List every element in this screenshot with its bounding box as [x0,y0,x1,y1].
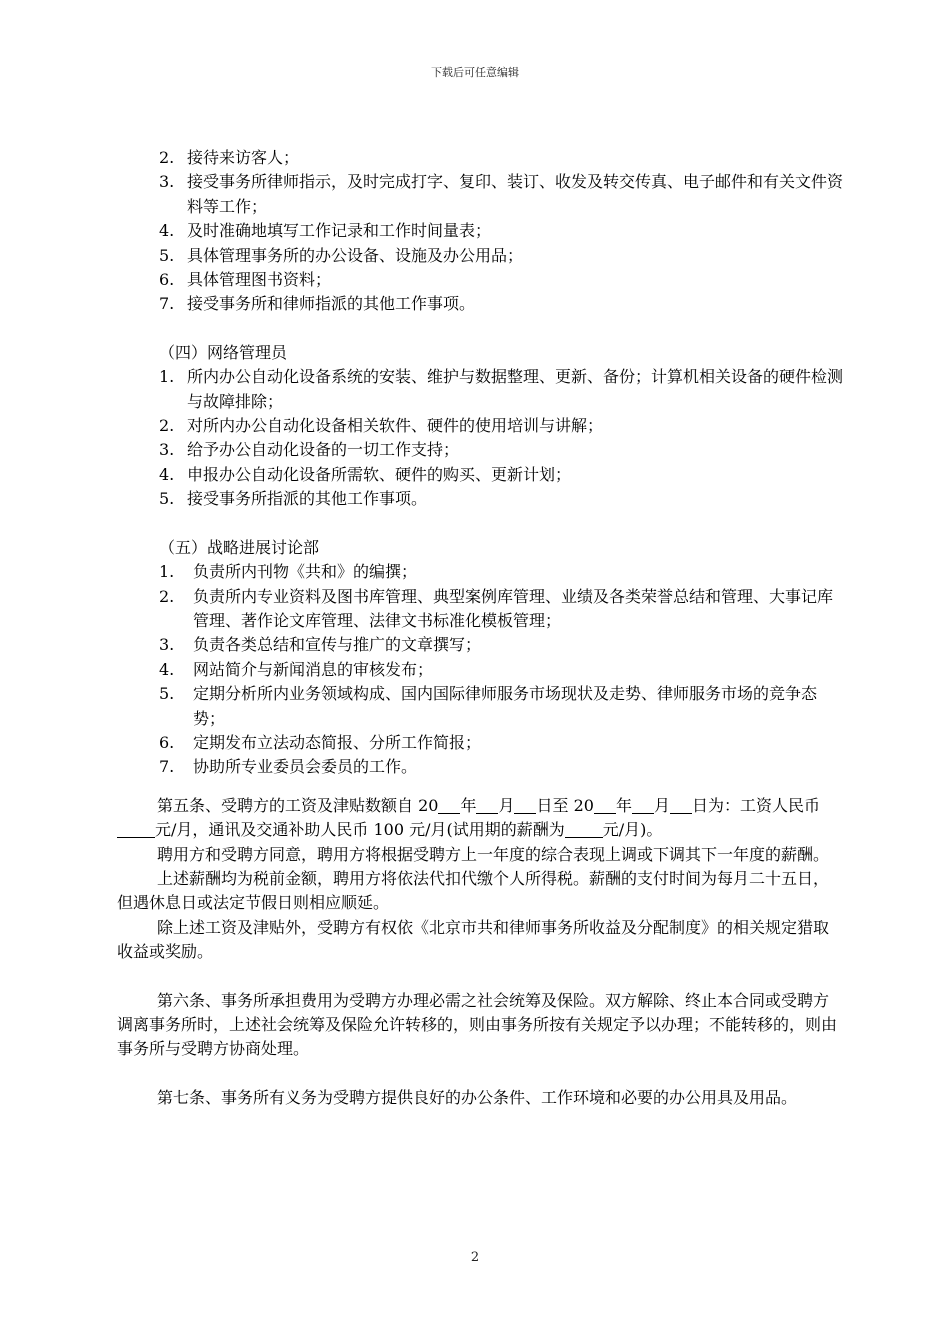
article5-paragraph3: 上述薪酬均为税前金额，聘用方将依法代扣代缴个人所得税。薪酬的支付时间为每月二十五日，但遇休息日或法定节假日则相应顺延。 [117,868,830,913]
list-item [117,244,843,268]
list-item [117,268,843,292]
list-item [117,682,843,731]
article6-paragraph: 第六条、事务所承担费用为受聘方办理必需之社会统筹及保险。双方解除、终止本合同或受聘方调离事务所时，上述社会统筹及保险允许转移的，则由事务所按有关规定予以办理；不能转移的，则由事务所与受聘方协商处理。 [117,990,838,1059]
list-item-text: 网站简介与新闻消息的审核发布； [193,659,434,679]
article5-paragraph4: 除上述工资及津贴外，受聘方有权依《北京市共和律师事务所收益及分配制度》的相关规定猎取收益或奖励。 [117,917,830,962]
article5-paragraph1: 第五条、受聘方的工资及津贴数额自 20 年 月 日至 20 年 月 日为：工资人民币元/月，通讯及交通补助人民币 100 元/月(试用期的薪酬为 元/月)。 [117,794,843,843]
section5-title: （五）战略进展讨论部 [159,537,320,557]
list-item-text: 具体管理事务所的办公设备、设施及办公用品； [187,245,524,265]
list-item-number: 3. [159,172,175,192]
list-item [117,170,843,219]
list-item-text: 定期分析所内业务领域构成、国内国际律师服务市场现状及走势、律师服务市场的竞争态势； [193,684,818,728]
list-item-text: 接待来访客人； [187,148,300,167]
list-item [117,585,843,634]
page-content [117,146,843,1110]
section5-list [117,560,843,780]
list-item-number: 1. [159,367,175,387]
list-item-number: 4. [159,221,175,241]
list-item [117,146,843,170]
list-item-number: 1. [159,562,175,582]
list-item [117,219,843,243]
list-item-text: 给予办公自动化设备的一切工作支持； [187,440,460,460]
list-item [117,414,843,438]
list-item-number: 5. [159,489,175,509]
list-item-number: 4. [159,659,175,679]
list-item-number: 6. [159,270,175,290]
list-item-number: 2. [159,586,175,606]
list-item-number: 4. [159,464,175,484]
list-item-number: 2. [159,148,175,167]
list-item-text: 申报办公自动化设备所需软、硬件的购买、更新计划； [187,464,572,484]
list-item-text: 接受事务所律师指示，及时完成打字、复印、装订、收发及转交传真、电子邮件和有关文件资料等工作； [187,172,844,216]
list-item [117,438,843,462]
page-header: 下载后可任意编辑 [431,66,519,79]
list-item [117,292,843,316]
list-item-number: 5. [159,245,175,265]
list-item-text: 所内办公自动化设备系统的安装、维护与数据整理、更新、备份；计算机相关设备的硬件检测与故障排除； [187,367,844,411]
list-item-number: 7. [159,757,175,777]
list-item [117,365,843,414]
list-item-text: 接受事务所和律师指派的其他工作事项。 [187,294,476,314]
list-item-number: 6. [159,732,175,752]
list-item-number: 2. [159,416,175,436]
list-item-number: 3. [159,635,175,655]
section4-title: （四）网络管理员 [159,342,288,362]
list-item [117,560,843,584]
list-item-text: 协助所专业委员会委员的工作。 [193,757,418,777]
section4-list [117,365,843,511]
list-item [117,633,843,657]
list-item [117,487,843,511]
list-item-number: 7. [159,294,175,314]
list-item-text: 负责所内刊物《共和》的编撰； [193,562,418,582]
list-item-text: 负责所内专业资料及图书库管理、典型案例库管理、业绩及各类荣誉总结和管理、大事记库管理、著作论文库管理、法律文书标准化模板管理； [193,586,834,630]
page-number: 2 [470,1250,480,1265]
section3-list [117,146,843,317]
list-item-text: 及时准确地填写工作记录和工作时间量表； [187,221,492,241]
list-item-number: 5. [159,684,175,704]
list-item-text: 具体管理图书资料； [187,270,332,290]
article5-paragraph2: 聘用方和受聘方同意，聘用方将根据受聘方上一年度的综合表现上调或下调其下一年度的薪酬。 [157,844,830,864]
list-item [117,731,843,755]
list-item-number: 3. [159,440,175,460]
list-item-text: 定期发布立法动态简报、分所工作简报； [193,732,482,752]
list-item-text: 对所内办公自动化设备相关软件、硬件的使用培训与讲解； [187,416,604,436]
article7-paragraph: 第七条、事务所有义务为受聘方提供良好的办公条件、工作环境和必要的办公用具及用品。 [157,1087,798,1107]
list-item-text: 接受事务所指派的其他工作事项。 [187,489,428,509]
list-item [117,463,843,487]
list-item [117,658,843,682]
list-item-text: 负责各类总结和宣传与推广的文章撰写； [193,635,482,655]
list-item [117,755,843,779]
